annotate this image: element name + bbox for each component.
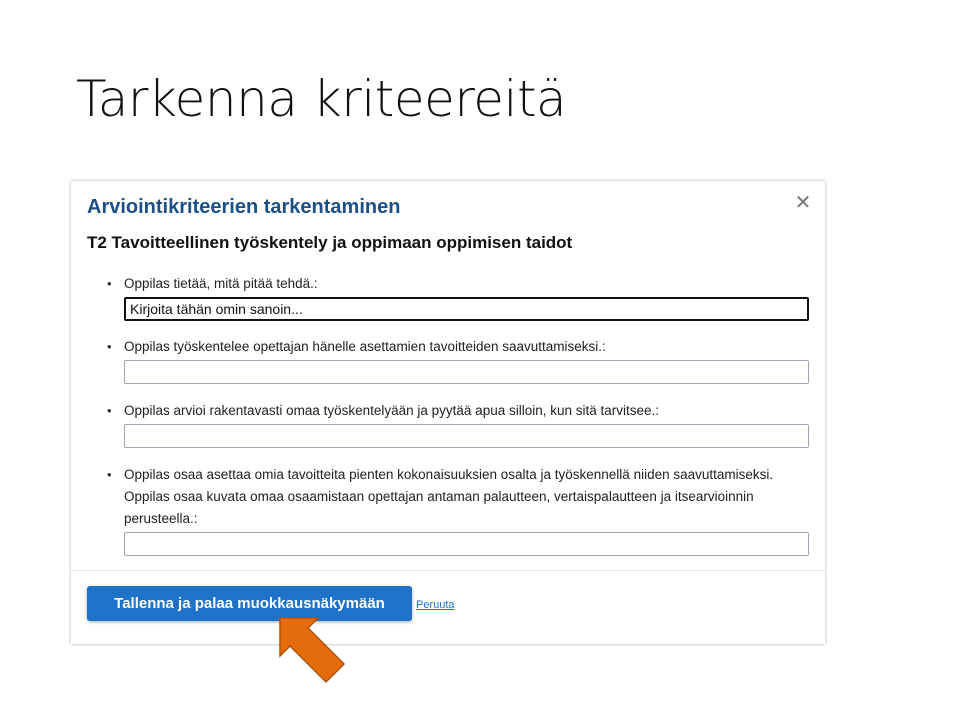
cancel-link[interactable]: Peruuta — [416, 599, 455, 611]
slide-title: Tarkenna kriteereitä — [76, 70, 567, 128]
criterion-input[interactable] — [124, 297, 809, 321]
criterion-input[interactable] — [124, 532, 809, 556]
bullet-icon: • — [107, 276, 112, 291]
close-icon[interactable]: ✕ — [794, 192, 812, 214]
bullet-icon: • — [107, 339, 112, 354]
criterion-text: Oppilas osaa asettaa omia tavoitteita pienten kokonaisuuksien osalta ja työskennellä niiden saavuttamiseksi. Oppilas osaa kuvata omaa osaamistaan opettajan antaman palautteen, vertaispalautteen ja itsearvioinnin perusteella.: — [124, 467, 774, 526]
criterion-text: Oppilas tietää, mitä pitää tehdä.: — [124, 276, 318, 291]
criterion-label — [107, 400, 807, 422]
criterion-label — [107, 273, 807, 295]
criterion-item — [107, 464, 807, 556]
criterion-label — [107, 336, 807, 358]
criterion-input[interactable] — [124, 424, 809, 448]
criterion-label — [107, 464, 807, 530]
criteria-dialog — [71, 181, 825, 644]
criterion-item — [107, 336, 807, 384]
criterion-item — [107, 400, 807, 448]
criterion-text: Oppilas arvioi rakentavasti omaa työskentelyään ja pyytää apua silloin, kun sitä tarvitsee.: — [124, 403, 660, 418]
arrow-pointer-icon — [274, 612, 350, 688]
criterion-input[interactable] — [124, 360, 809, 384]
footer-divider — [71, 570, 825, 571]
save-and-return-button[interactable]: Tallenna ja palaa muokkausnäkymään — [87, 586, 412, 621]
criterion-item — [107, 273, 807, 321]
dialog-title: Arviointikriteerien tarkentaminen — [87, 196, 401, 218]
dialog-subtitle: T2 Tavoitteellinen työskentely ja oppimaan oppimisen taidot — [87, 233, 573, 252]
bullet-icon: • — [107, 403, 112, 418]
criterion-text: Oppilas työskentelee opettajan hänelle asettamien tavoitteiden saavuttamiseksi.: — [124, 339, 606, 354]
bullet-icon: • — [107, 467, 112, 482]
